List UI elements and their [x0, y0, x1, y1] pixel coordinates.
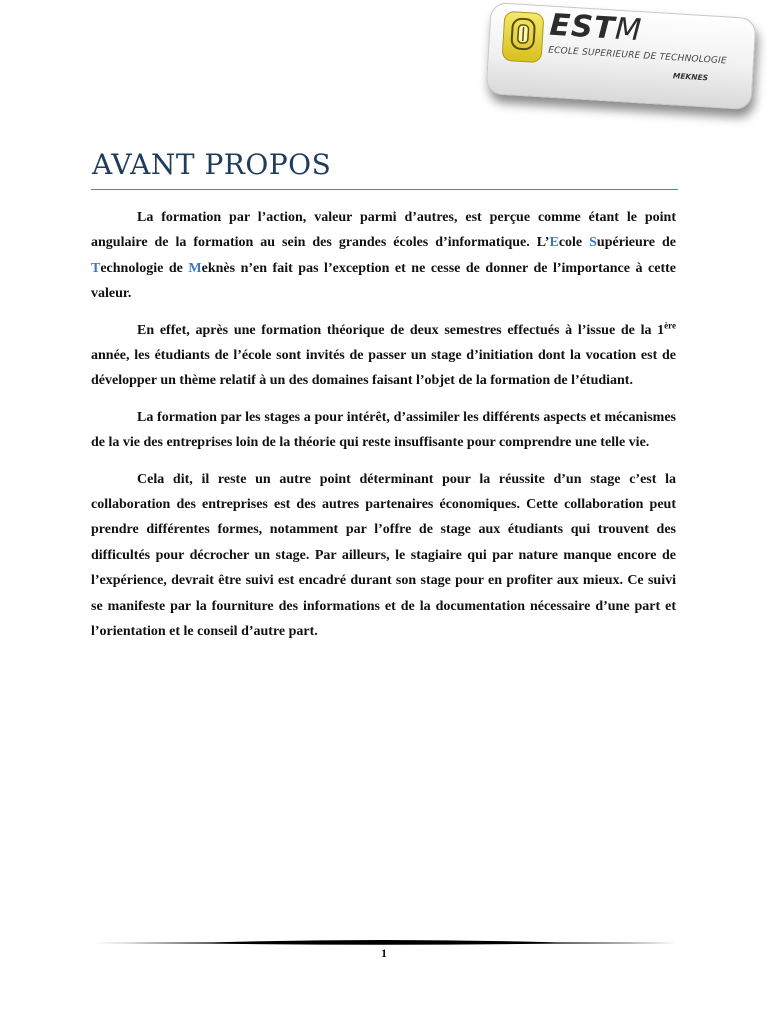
school-logo: [485, 2, 756, 110]
paragraph-1: La formation par l’action, valeur parmi d’autres, est perçue comme étant le point angulaire de la formation au sein des grandes écoles d’informatique. L’Ecole Supérieure de Technologie de Meknès n’en fait pas l’exception et ne cesse de donner de l’importance à cette valeur.: [91, 210, 676, 302]
paragraph-3: La formation par les stages a pour intérêt, d’assimiler les différents aspects et mécanismes de la vie des entreprises loin de la théorie qui reste insuffisante pour comprendre une telle vie.: [91, 409, 676, 451]
document-body: [91, 205, 676, 656]
page-number: 1: [381, 946, 387, 960]
footer-divider: [92, 936, 676, 946]
title-divider: [91, 189, 678, 190]
page-title: AVANT PROPOS: [92, 148, 332, 181]
paragraph-4: Cela dit, il reste un autre point déterminant pour la réussite d’un stage c’est la collaboration des entreprises est des autres partenaires économiques. Cette collaboration peut prendre différentes formes, notamment par l’offre de stage aux étudiants qui trouvent des difficultés pour décrocher un stage. Par ailleurs, le stagiaire qui par nature manque encore de l’expérience, devrait être suivi est encadré durant son stage pour en profiter aux mieux. Ce suivi se manifeste par la fourniture des informations et de la documentation nécessaire d’une part et l’orientation et le conseil d’autre part.: [91, 471, 676, 640]
logo-city: MEKNES: [672, 71, 709, 83]
logo-subtitle: ECOLE SUPERIEURE DE TECHNOLOGIE: [547, 45, 728, 67]
paragraph-2: En effet, après une formation théorique de deux semestres effectués à l’issue de la 1ère année, les étudiants de l’école sont invités de passer un stage d’initiation dont la vocation est de développer un thème relatif à un des domaines faisant l’objet de la formation de l’étudiant.: [91, 319, 676, 389]
logo-wordmark: ESTM: [548, 7, 644, 49]
emblem-icon: [501, 11, 544, 63]
